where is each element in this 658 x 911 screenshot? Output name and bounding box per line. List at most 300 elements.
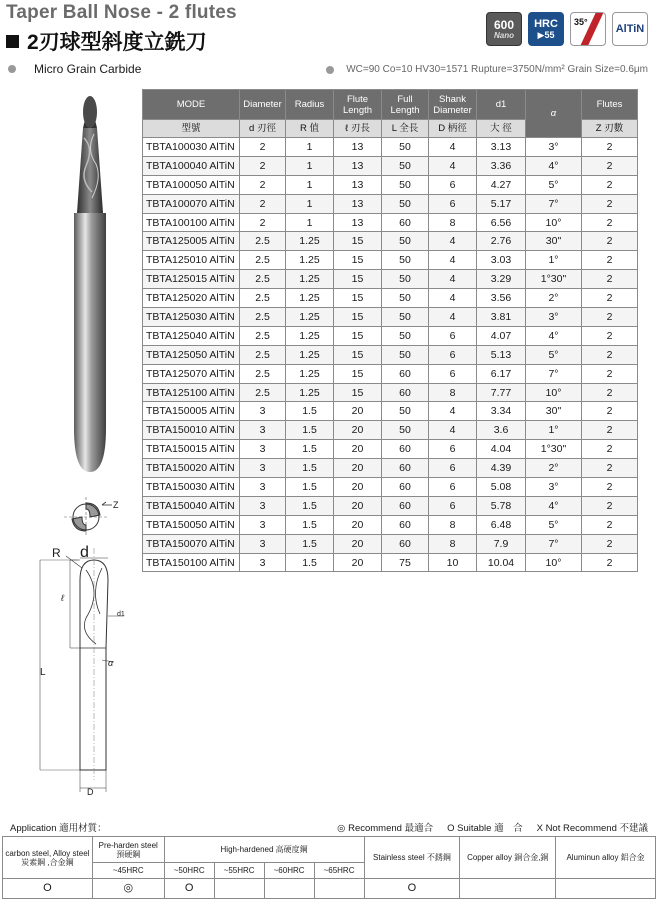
cell-diameter: 3 (240, 534, 286, 553)
cell-radius: 1 (286, 175, 334, 194)
cell-flute-length: 20 (334, 440, 382, 459)
cell-flutes: 2 (582, 251, 638, 270)
header-zh-radius: R 值 (286, 120, 334, 138)
legend-recommend: ◎ Recommend 最適合 (337, 823, 434, 834)
cell-flute-length: 15 (334, 289, 382, 308)
table-row (143, 440, 638, 459)
app-high-hardened: High-hardened 高硬度鋼 (164, 837, 364, 863)
cell-radius: 1 (286, 213, 334, 232)
cell-full-length: 50 (382, 308, 429, 327)
cell-diameter: 3 (240, 402, 286, 421)
cell-alpha: 10° (526, 383, 582, 402)
cell-full-length: 60 (382, 496, 429, 515)
cell-flutes: 2 (582, 440, 638, 459)
header-zh-flute-length: ℓ 刃長 (334, 120, 382, 138)
cell-shank-diameter: 4 (429, 402, 477, 421)
cell-diameter: 2.5 (240, 270, 286, 289)
application-table (2, 836, 656, 899)
cell-shank-diameter: 6 (429, 440, 477, 459)
cell-flute-length: 20 (334, 496, 382, 515)
cell-radius: 1.5 (286, 478, 334, 497)
cell-d1: 3.6 (477, 421, 526, 440)
cell-radius: 1.25 (286, 326, 334, 345)
cell-shank-diameter: 6 (429, 345, 477, 364)
cell-model: TBTA100070 AlTiN (143, 194, 240, 213)
cell-diameter: 3 (240, 440, 286, 459)
cell-shank-diameter: 6 (429, 459, 477, 478)
cell-shank-diameter: 4 (429, 308, 477, 327)
cell-d1: 3.81 (477, 308, 526, 327)
cell-d1: 3.13 (477, 138, 526, 157)
cell-flutes: 2 (582, 534, 638, 553)
cell-flute-length: 20 (334, 459, 382, 478)
cell-model: TBTA125070 AlTiN (143, 364, 240, 383)
cell-full-length: 60 (382, 534, 429, 553)
app-hrc-50: ~50HRC (164, 863, 214, 879)
cell-radius: 1.5 (286, 515, 334, 534)
header-zh-model: 型號 (143, 120, 240, 138)
cell-flute-length: 20 (334, 553, 382, 572)
cell-diameter: 2 (240, 156, 286, 175)
table-row (143, 308, 638, 327)
cell-full-length: 60 (382, 515, 429, 534)
header-flutes: Flutes (582, 90, 638, 120)
app-symbol-60 (264, 879, 314, 899)
cell-flutes: 2 (582, 175, 638, 194)
cell-d1: 6.17 (477, 364, 526, 383)
cell-shank-diameter: 4 (429, 138, 477, 157)
cell-d1: 5.78 (477, 496, 526, 515)
app-carbon-steel: carbon steel, Alloy steel 炭素鋼 ,合金鋼 (3, 837, 93, 879)
label-alpha: α (108, 658, 114, 668)
title-chinese (6, 26, 207, 56)
cell-radius: 1.5 (286, 496, 334, 515)
coating-badge: AlTiN (612, 12, 648, 46)
cell-flutes: 2 (582, 345, 638, 364)
cell-shank-diameter: 6 (429, 326, 477, 345)
table-row (143, 194, 638, 213)
cell-flutes: 2 (582, 326, 638, 345)
cell-diameter: 2 (240, 213, 286, 232)
cell-alpha: 1°30" (526, 440, 582, 459)
application-legend (337, 820, 648, 834)
app-symbol-55 (214, 879, 264, 899)
header-zh-full-length: L 全長 (382, 120, 429, 138)
app-stainless-steel: Stainless steel 不銹鋼 (364, 837, 460, 879)
cell-flute-length: 13 (334, 175, 382, 194)
header-radius: Radius (286, 90, 334, 120)
cell-diameter: 2.5 (240, 308, 286, 327)
cell-model: TBTA150010 AlTiN (143, 421, 240, 440)
cell-alpha: 5° (526, 515, 582, 534)
bullet-dot-icon (326, 66, 334, 74)
cell-alpha: 4° (526, 496, 582, 515)
cell-flutes: 2 (582, 496, 638, 515)
cell-flutes: 2 (582, 289, 638, 308)
table-row (143, 213, 638, 232)
cell-d1: 6.48 (477, 515, 526, 534)
cell-diameter: 2 (240, 175, 286, 194)
cell-radius: 1.25 (286, 251, 334, 270)
cell-diameter: 3 (240, 421, 286, 440)
cell-diameter: 2.5 (240, 345, 286, 364)
cell-alpha: 3° (526, 138, 582, 157)
cell-model: TBTA125030 AlTiN (143, 308, 240, 327)
cell-flutes: 2 (582, 194, 638, 213)
cell-flute-length: 20 (334, 421, 382, 440)
cell-d1: 7.77 (477, 383, 526, 402)
cell-alpha: 7° (526, 534, 582, 553)
cell-flute-length: 20 (334, 478, 382, 497)
cell-d1: 6.56 (477, 213, 526, 232)
cell-full-length: 75 (382, 553, 429, 572)
cell-radius: 1.5 (286, 553, 334, 572)
cell-shank-diameter: 4 (429, 156, 477, 175)
cell-diameter: 2.5 (240, 383, 286, 402)
cell-diameter: 2.5 (240, 232, 286, 251)
app-hrc-65: ~65HRC (314, 863, 364, 879)
cell-alpha: 3° (526, 478, 582, 497)
header-diameter: Diameter (240, 90, 286, 120)
cell-d1: 10.04 (477, 553, 526, 572)
app-hrc-55: ~55HRC (214, 863, 264, 879)
app-preharden-steel: Pre-harden steel 預硬鋼 (92, 837, 164, 863)
cell-shank-diameter: 6 (429, 364, 477, 383)
cell-radius: 1.25 (286, 232, 334, 251)
label-shank: D (87, 787, 94, 797)
table-row (143, 534, 638, 553)
dimension-drawing (30, 540, 140, 802)
cell-flute-length: 13 (334, 213, 382, 232)
cell-full-length: 60 (382, 440, 429, 459)
header-zh-flutes: Z 刃數 (582, 120, 638, 138)
cell-full-length: 50 (382, 402, 429, 421)
cell-d1: 5.17 (477, 194, 526, 213)
cell-radius: 1.5 (286, 402, 334, 421)
cell-model: TBTA125005 AlTiN (143, 232, 240, 251)
cell-diameter: 2.5 (240, 289, 286, 308)
cell-shank-diameter: 4 (429, 421, 477, 440)
cell-full-length: 50 (382, 326, 429, 345)
cell-full-length: 60 (382, 478, 429, 497)
label-flute-length: ℓ (61, 593, 64, 603)
feature-badges (486, 12, 648, 46)
header-zh-diameter: d 刃徑 (240, 120, 286, 138)
cell-shank-diameter: 8 (429, 383, 477, 402)
cell-d1: 4.27 (477, 175, 526, 194)
bullet-dot-icon (8, 65, 16, 73)
cell-full-length: 50 (382, 138, 429, 157)
label-z: Z (113, 500, 119, 510)
header-alpha: α (526, 90, 582, 138)
cell-full-length: 50 (382, 194, 429, 213)
cell-flutes: 2 (582, 459, 638, 478)
cell-flute-length: 13 (334, 194, 382, 213)
cell-shank-diameter: 6 (429, 478, 477, 497)
carbide-specs-text: WC=90 Co=10 HV30=1571 Rupture=3750N/mm² Grain Size=0.6μm (346, 64, 648, 75)
cell-model: TBTA125015 AlTiN (143, 270, 240, 289)
cell-full-length: 60 (382, 459, 429, 478)
cell-alpha: 5° (526, 175, 582, 194)
cell-alpha: 3° (526, 308, 582, 327)
cell-flute-length: 15 (334, 270, 382, 289)
app-hrc-45: ~45HRC (92, 863, 164, 879)
nano-badge (486, 12, 522, 46)
cell-shank-diameter: 8 (429, 534, 477, 553)
app-symbol-stainless: O (364, 879, 460, 899)
cell-flutes: 2 (582, 364, 638, 383)
hrc-badge-value: ▶55 (537, 29, 555, 40)
cell-full-length: 50 (382, 175, 429, 194)
header-zh-d1: 大 徑 (477, 120, 526, 138)
cell-radius: 1.5 (286, 459, 334, 478)
cell-model: TBTA150100 AlTiN (143, 553, 240, 572)
cell-model: TBTA150005 AlTiN (143, 402, 240, 421)
carbide-specs-line (326, 64, 648, 75)
helix-angle-badge (570, 12, 606, 46)
cell-radius: 1.5 (286, 534, 334, 553)
table-row (143, 270, 638, 289)
app-hrc-60: ~60HRC (264, 863, 314, 879)
cell-alpha: 4° (526, 156, 582, 175)
cell-model: TBTA150030 AlTiN (143, 478, 240, 497)
app-symbol-copper (460, 879, 556, 899)
cell-flute-length: 15 (334, 251, 382, 270)
cell-diameter: 2.5 (240, 251, 286, 270)
app-symbol-65 (314, 879, 364, 899)
material-line (8, 62, 141, 76)
cell-d1: 5.13 (477, 345, 526, 364)
cell-flute-length: 15 (334, 364, 382, 383)
cell-full-length: 50 (382, 421, 429, 440)
cell-model: TBTA125050 AlTiN (143, 345, 240, 364)
cell-model: TBTA150015 AlTiN (143, 440, 240, 459)
header-full-length: Full Length (382, 90, 429, 120)
header-flute-length: Flute Length (334, 90, 382, 120)
cell-full-length: 50 (382, 289, 429, 308)
spec-table (142, 89, 638, 572)
cell-flutes: 2 (582, 553, 638, 572)
hrc-badge (528, 12, 564, 46)
cross-section-icon (60, 493, 130, 541)
table-row (143, 345, 638, 364)
cell-alpha: 10° (526, 553, 582, 572)
cell-d1: 5.08 (477, 478, 526, 497)
table-row (143, 496, 638, 515)
cell-shank-diameter: 4 (429, 232, 477, 251)
cell-alpha: 7° (526, 194, 582, 213)
cell-flute-length: 13 (334, 138, 382, 157)
cell-d1: 3.36 (477, 156, 526, 175)
legend-suitable: O Suitable 適 合 (447, 823, 523, 834)
cell-flute-length: 20 (334, 515, 382, 534)
table-row (143, 156, 638, 175)
cell-d1: 4.39 (477, 459, 526, 478)
cell-flutes: 2 (582, 383, 638, 402)
table-row (143, 232, 638, 251)
table-row (143, 138, 638, 157)
hrc-badge-label: HRC (534, 17, 558, 30)
cell-model: TBTA100050 AlTiN (143, 175, 240, 194)
header-shank-diameter: Shank Diameter (429, 90, 477, 120)
cell-flute-length: 15 (334, 326, 382, 345)
cell-radius: 1 (286, 156, 334, 175)
cell-model: TBTA150070 AlTiN (143, 534, 240, 553)
cell-flutes: 2 (582, 232, 638, 251)
cell-alpha: 7° (526, 364, 582, 383)
cell-alpha: 4° (526, 326, 582, 345)
cell-d1: 3.29 (477, 270, 526, 289)
title-english: Taper Ball Nose - 2 flutes (6, 2, 237, 23)
header-mode: MODE (143, 90, 240, 120)
table-row (143, 553, 638, 572)
label-diameter: d (80, 544, 89, 561)
cell-flutes: 2 (582, 515, 638, 534)
cell-diameter: 3 (240, 459, 286, 478)
cell-full-length: 50 (382, 156, 429, 175)
cell-full-length: 50 (382, 251, 429, 270)
cell-full-length: 50 (382, 345, 429, 364)
cell-flute-length: 15 (334, 308, 382, 327)
cell-diameter: 3 (240, 515, 286, 534)
cell-diameter: 2 (240, 138, 286, 157)
cell-alpha: 1° (526, 251, 582, 270)
cell-model: TBTA150020 AlTiN (143, 459, 240, 478)
cell-flutes: 2 (582, 308, 638, 327)
cell-radius: 1.5 (286, 421, 334, 440)
nano-badge-label: Nano (494, 30, 514, 40)
cell-alpha: 10° (526, 213, 582, 232)
cell-shank-diameter: 4 (429, 289, 477, 308)
cell-alpha: 2° (526, 289, 582, 308)
cell-d1: 3.34 (477, 402, 526, 421)
cell-full-length: 50 (382, 270, 429, 289)
cell-diameter: 2.5 (240, 364, 286, 383)
table-row (143, 251, 638, 270)
cell-radius: 1.25 (286, 364, 334, 383)
table-row (143, 515, 638, 534)
spec-table-body (143, 138, 638, 572)
table-row (143, 478, 638, 497)
cell-diameter: 2 (240, 194, 286, 213)
table-row (143, 289, 638, 308)
cell-flutes: 2 (582, 270, 638, 289)
cell-alpha: 2° (526, 459, 582, 478)
cell-model: TBTA100040 AlTiN (143, 156, 240, 175)
cell-model: TBTA125100 AlTiN (143, 383, 240, 402)
cell-d1: 3.03 (477, 251, 526, 270)
cell-flutes: 2 (582, 156, 638, 175)
cell-model: TBTA150040 AlTiN (143, 496, 240, 515)
app-symbol-aluminum (556, 879, 656, 899)
cell-alpha: 1°30" (526, 270, 582, 289)
cell-shank-diameter: 6 (429, 194, 477, 213)
cell-flute-length: 20 (334, 534, 382, 553)
end-mill-photo (56, 88, 126, 473)
cell-d1: 3.56 (477, 289, 526, 308)
cell-diameter: 3 (240, 553, 286, 572)
cell-diameter: 3 (240, 496, 286, 515)
cell-alpha: 30" (526, 232, 582, 251)
cell-alpha: 1° (526, 421, 582, 440)
cell-flutes: 2 (582, 138, 638, 157)
cell-alpha: 5° (526, 345, 582, 364)
cell-flutes: 2 (582, 213, 638, 232)
cell-shank-diameter: 6 (429, 175, 477, 194)
cell-shank-diameter: 8 (429, 515, 477, 534)
app-symbol-carbon: O (3, 879, 93, 899)
cell-radius: 1.25 (286, 383, 334, 402)
cell-radius: 1.25 (286, 289, 334, 308)
cell-full-length: 60 (382, 364, 429, 383)
cell-shank-diameter: 8 (429, 213, 477, 232)
cell-shank-diameter: 6 (429, 496, 477, 515)
app-symbol-50: O (164, 879, 214, 899)
cell-diameter: 2.5 (240, 326, 286, 345)
cell-flute-length: 13 (334, 156, 382, 175)
cell-radius: 1.5 (286, 440, 334, 459)
table-row (143, 364, 638, 383)
cell-flutes: 2 (582, 478, 638, 497)
cell-diameter: 3 (240, 478, 286, 497)
cell-flute-length: 15 (334, 232, 382, 251)
square-bullet-icon (6, 35, 19, 48)
table-row (143, 402, 638, 421)
cell-full-length: 60 (382, 213, 429, 232)
cell-radius: 1 (286, 194, 334, 213)
table-row (143, 421, 638, 440)
cell-full-length: 60 (382, 383, 429, 402)
cell-shank-diameter: 10 (429, 553, 477, 572)
cell-model: TBTA100100 AlTiN (143, 213, 240, 232)
cell-radius: 1.25 (286, 345, 334, 364)
cell-model: TBTA125020 AlTiN (143, 289, 240, 308)
cell-flute-length: 20 (334, 402, 382, 421)
cell-shank-diameter: 4 (429, 251, 477, 270)
table-row (143, 326, 638, 345)
cell-full-length: 50 (382, 232, 429, 251)
cell-model: TBTA150050 AlTiN (143, 515, 240, 534)
nano-badge-value: 600 (493, 17, 515, 32)
cell-flutes: 2 (582, 402, 638, 421)
cell-radius: 1.25 (286, 270, 334, 289)
legend-not-recommend: X Not Recommend 不建議 (536, 823, 648, 834)
app-symbol-45: ◎ (92, 879, 164, 899)
label-radius: R (52, 546, 61, 560)
app-aluminum-alloy: Aluminun alloy 鋁合金 (556, 837, 656, 879)
cell-flute-length: 15 (334, 383, 382, 402)
header-zh-shank: D 柄徑 (429, 120, 477, 138)
label-d1: d1 (117, 611, 125, 618)
cell-shank-diameter: 4 (429, 270, 477, 289)
table-row (143, 175, 638, 194)
cell-model: TBTA100030 AlTiN (143, 138, 240, 157)
cell-model: TBTA125040 AlTiN (143, 326, 240, 345)
cell-d1: 2.76 (477, 232, 526, 251)
helix-angle-value: 35° (574, 17, 588, 27)
cell-d1: 4.04 (477, 440, 526, 459)
header-d1: d1 (477, 90, 526, 120)
label-length: L (40, 667, 46, 678)
application-title: Application 適用材質： (10, 823, 107, 834)
cell-radius: 1 (286, 138, 334, 157)
cell-alpha: 30" (526, 402, 582, 421)
app-copper-alloy: Copper alloy 銅合金,銅 (460, 837, 556, 879)
cell-d1: 7.9 (477, 534, 526, 553)
title-chinese-text: 2刃球型斜度立銑刀 (27, 31, 207, 54)
cell-d1: 4.07 (477, 326, 526, 345)
material-text: Micro Grain Carbide (34, 62, 142, 76)
